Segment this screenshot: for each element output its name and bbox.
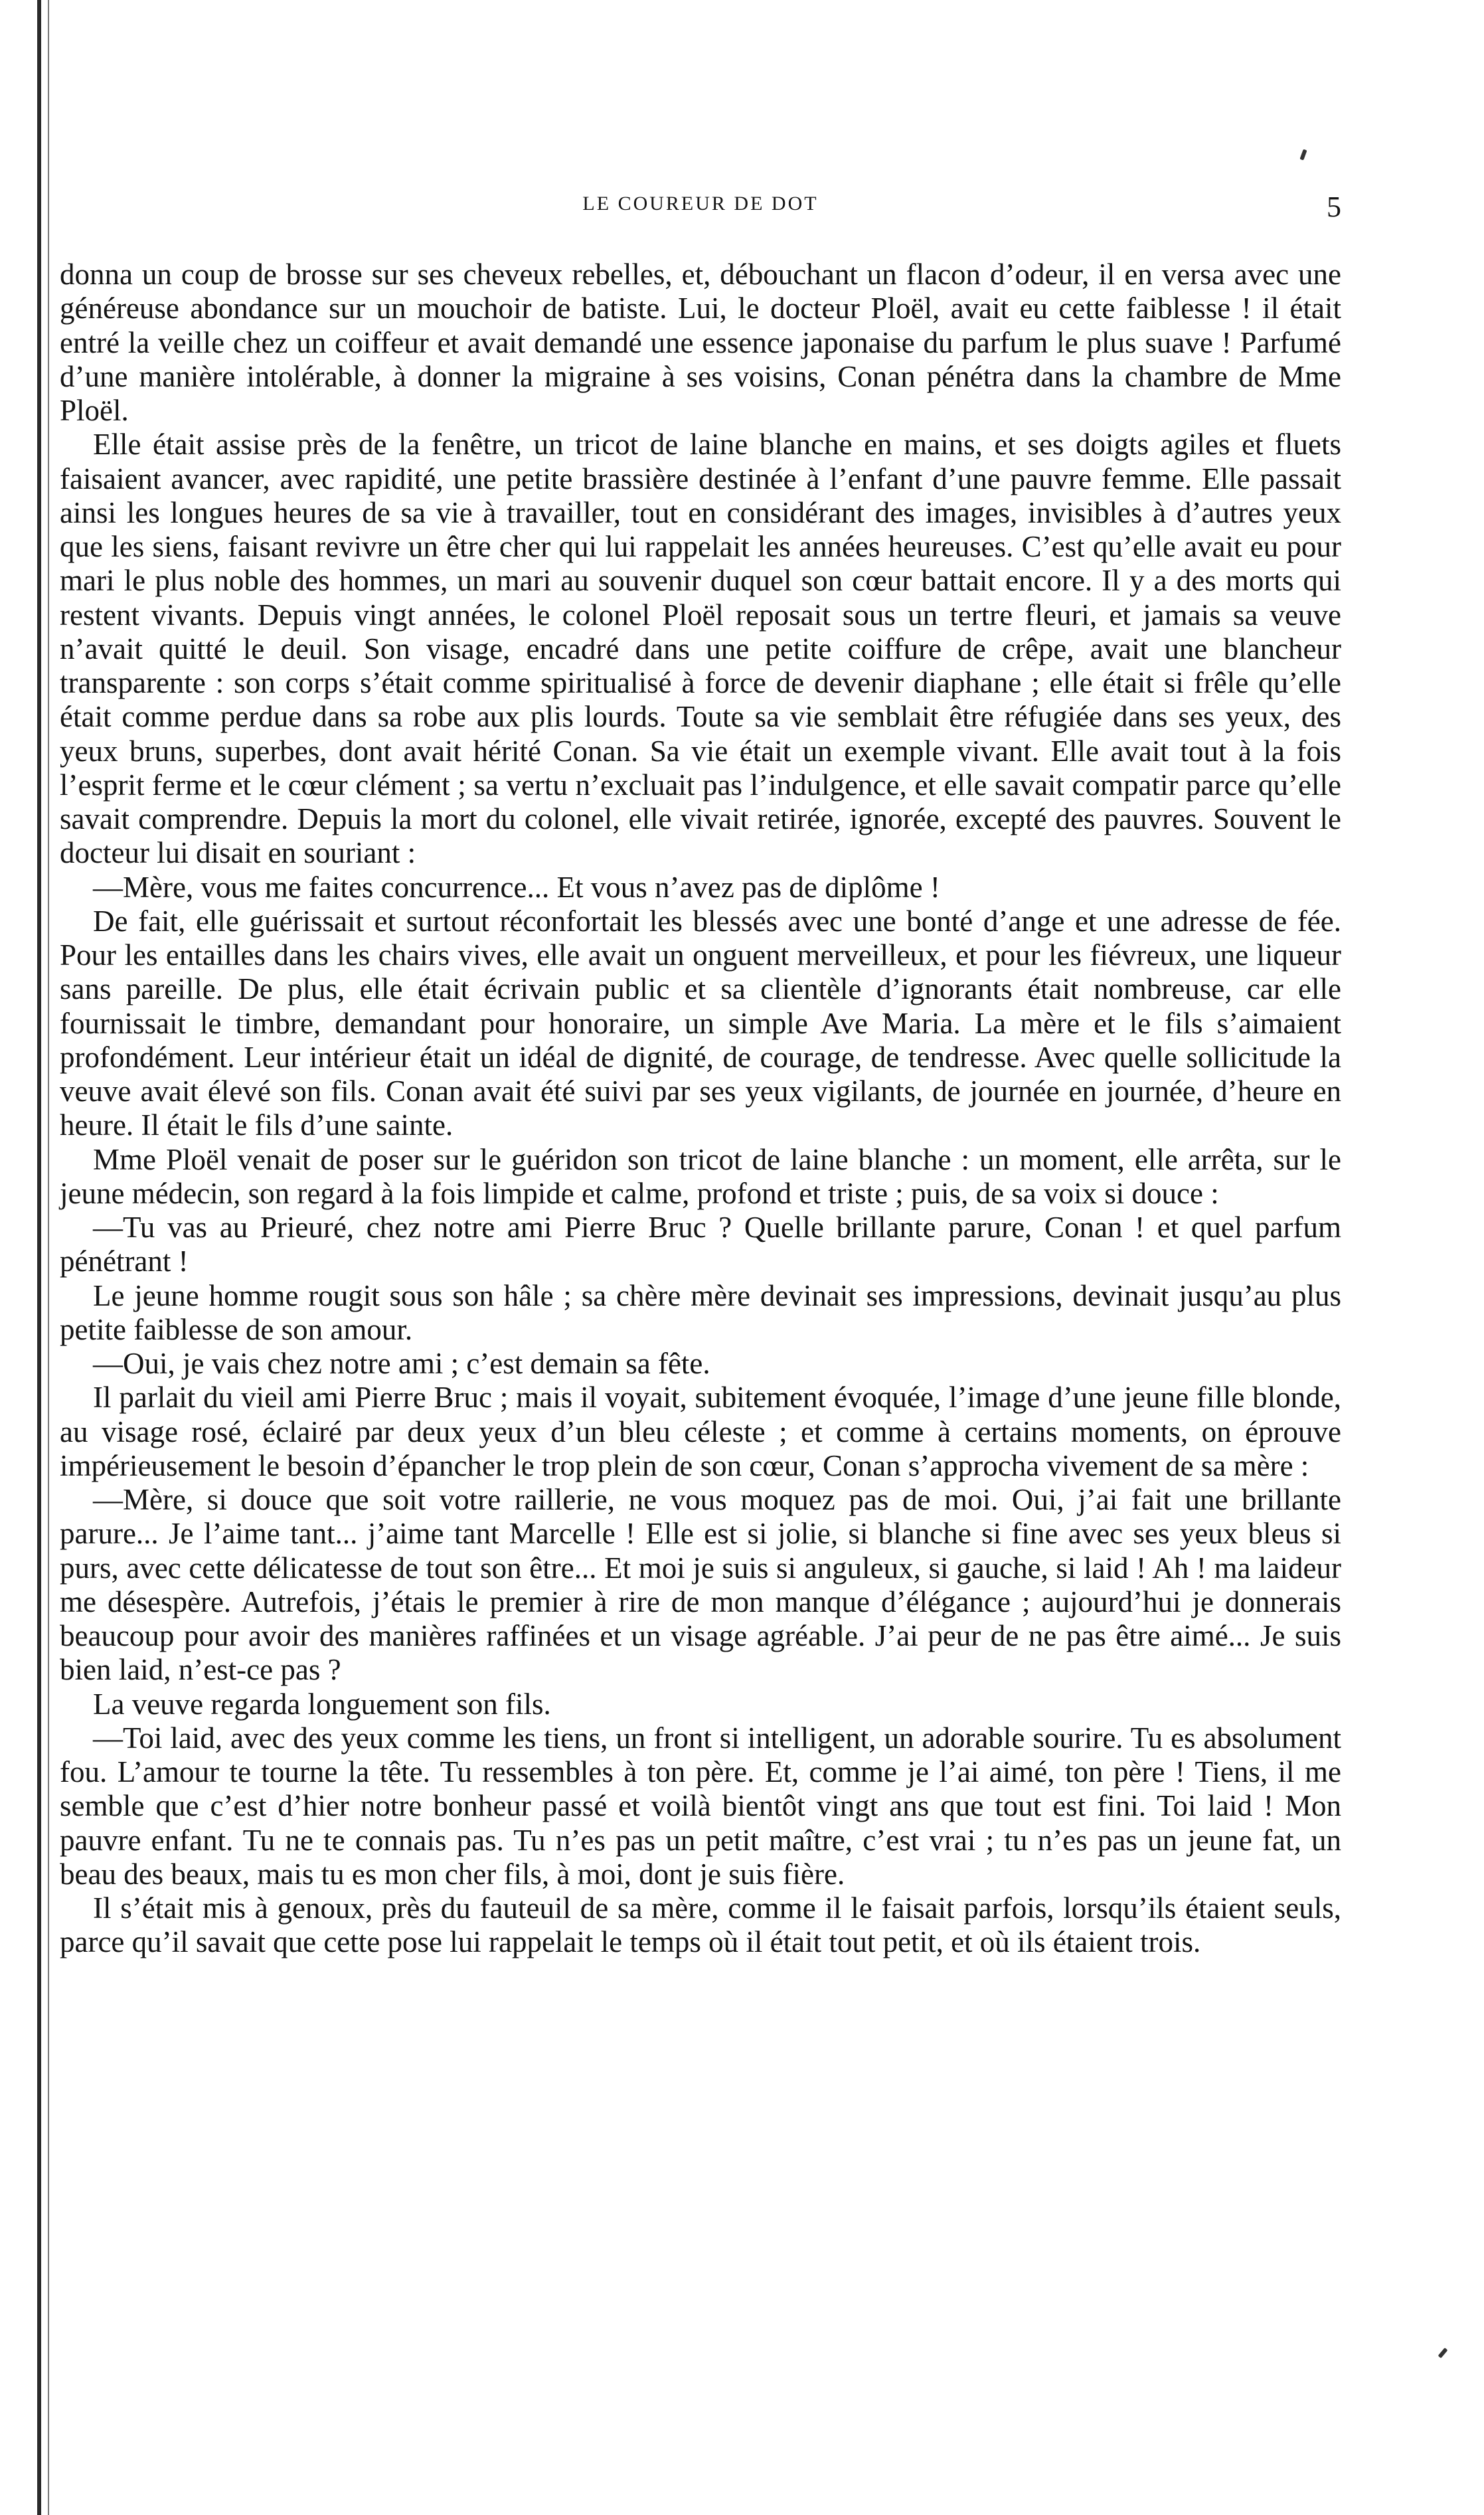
page-header	[60, 193, 1341, 232]
paragraph: Il parlait du vieil ami Pierre Bruc ; mais il voyait, subitement évoquée, l’image d’une jeune fille blonde, au visage rosé, éclairé par deux yeux d’un bleu céleste ; et comme à certains moments, on éprouve impérieusement le besoin d’épancher le trop plein de son cœur, Conan s’approcha vivement de sa mère :	[60, 1381, 1341, 1482]
paragraph: —Mère, si douce que soit votre raillerie, ne vous moquez pas de moi. Oui, j’ai fait une brillante parure... Je l’aime tant... j’aime tant Marcelle ! Elle est si jolie, si blanche si fine avec ses yeux bleus si purs, avec cette délicatesse de tout son être... Et moi je suis si anguleux, si gauche, si laid ! Ah ! ma laideur me désespère. Autrefois, j’étais le premier à rire de mon manque d’élégance ; aujourd’hui je donnerais beaucoup pour avoir des manières raffinées et un visage agréable. J’ai peur de ne pas être aimé... Je suis bien laid, n’est-ce pas ?	[60, 1483, 1341, 1687]
paragraph: Mme Ploël venait de poser sur le guéridon son tricot de laine blanche : un moment, elle arrêta, sur le jeune médecin, son regard à la fois limpide et calme, profond et triste ; puis, de sa voix si douce :	[60, 1142, 1341, 1210]
paragraph: Elle était assise près de la fenêtre, un tricot de laine blanche en mains, et ses doigts agiles et fluets faisaient avancer, avec rapidité, une petite brassière destinée à l’enfant d’une pauvre femme. Elle passait ainsi les longues heures de sa vie à travailler, tout en considérant des images, invisibles à d’autres yeux que les siens, faisant revivre un être cher qui lui rappelait les années heureuses. C’est qu’elle avait eu pour mari le plus noble des hommes, un mari au souvenir duquel son cœur battait encore. Il y a des morts qui restent vivants. Depuis vingt années, le colonel Ploël reposait sous un tertre fleuri, et jamais sa veuve n’avait quitté le deuil. Son visage, encadré dans une petite coiffure de crêpe, avait une blancheur transparente : son corps s’était comme spiritualisé à force de devenir diaphane ; elle était si frêle qu’elle était comme perdue dans sa robe aux plis lourds. Toute sa vie semblait être réfugiée dans ses yeux, des yeux bruns, superbes, dont avait hérité Conan. Sa vie était un exemple vivant. Elle avait tout à la fois l’esprit ferme et le cœur clément ; sa vertu n’excluait pas l’indulgence, et elle savait compatir parce qu’elle savait comprendre. Depuis la mort du colonel, elle vivait retirée, ignorée, excepté des pauvres. Souvent le docteur lui disait en souriant :	[60, 428, 1341, 870]
paragraph: Le jeune homme rougit sous son hâle ; sa chère mère devinait ses impressions, devinait jusqu’au plus petite faiblesse de son amour.	[60, 1278, 1341, 1346]
body-text	[60, 258, 1341, 1960]
scan-speck	[1438, 2348, 1448, 2358]
paragraph: donna un coup de brosse sur ses cheveux rebelles, et, débouchant un flacon d’odeur, il en versa avec une généreuse abondance sur un mouchoir de batiste. Lui, le docteur Ploël, avait eu cette faiblesse ! il était entré la veille chez un coiffeur et avait demandé une essence japonaise du parfum le plus suave ! Parfumé d’une manière intolérable, à donner la migraine à ses voisins, Conan pénétra dans la chambre de Mme Ploël.	[60, 258, 1341, 427]
paragraph: De fait, elle guérissait et surtout réconfortait les blessés avec une bonté d’ange et une adresse de fée. Pour les entailles dans les chairs vives, elle avait un onguent merveilleux, et pour les fiévreux, une liqueur sans pareille. De plus, elle était écrivain public et sa clientèle d’ignorants était nombreuse, car elle fournissait le timbre, demandant pour honoraire, un simple Ave Maria. La mère et le fils s’aimaient profondément. Leur intérieur était un idéal de dignité, de courage, de tendresse. Avec quelle sollicitude la veuve avait élevé son fils. Conan avait été suivi par ses yeux vigilants, de journée en journée, d’heure en heure. Il était le fils d’une sainte.	[60, 904, 1341, 1142]
paragraph: —Oui, je vais chez notre ami ; c’est demain sa fête.	[93, 1347, 710, 1380]
running-title: LE COUREUR DE DOT	[582, 193, 819, 215]
page-number: 5	[1327, 191, 1341, 223]
paragraph: —Toi laid, avec des yeux comme les tiens, un front si intelligent, un adorable sourire. Tu es absolument fou. L’amour te tourne la tête. Tu ressembles à ton père. Et, comme je l’ai aimé, ton père ! Tiens, il me semble que c’est d’hier notre bonheur passé et voilà bientôt vingt ans que tout est fini. Toi laid ! Mon pauvre enfant. Tu ne te connais pas. Tu n’es pas un petit maître, c’est vrai ; tu n’es pas un jeune fat, un beau des beaux, mais tu es mon cher fils, à moi, dont je suis fière.	[60, 1721, 1341, 1891]
binding-rule-thin	[48, 0, 49, 2515]
binding-rule-thick	[37, 0, 41, 2515]
paragraph: Il s’était mis à genoux, près du fauteuil de sa mère, comme il le faisait parfois, lorsqu’ils étaient seuls, parce qu’il savait que cette pose lui rappelait le temps où il était tout petit, et où ils étaient trois.	[60, 1891, 1341, 1959]
scan-speck	[1299, 149, 1307, 160]
paragraph: La veuve regarda longuement son fils.	[93, 1687, 551, 1721]
paragraph: —Tu vas au Prieuré, chez notre ami Pierre Bruc ? Quelle brillante parure, Conan ! et quel parfum pénétrant !	[60, 1211, 1341, 1278]
paragraph: —Mère, vous me faites concurrence... Et vous n’avez pas de diplôme !	[93, 870, 940, 904]
